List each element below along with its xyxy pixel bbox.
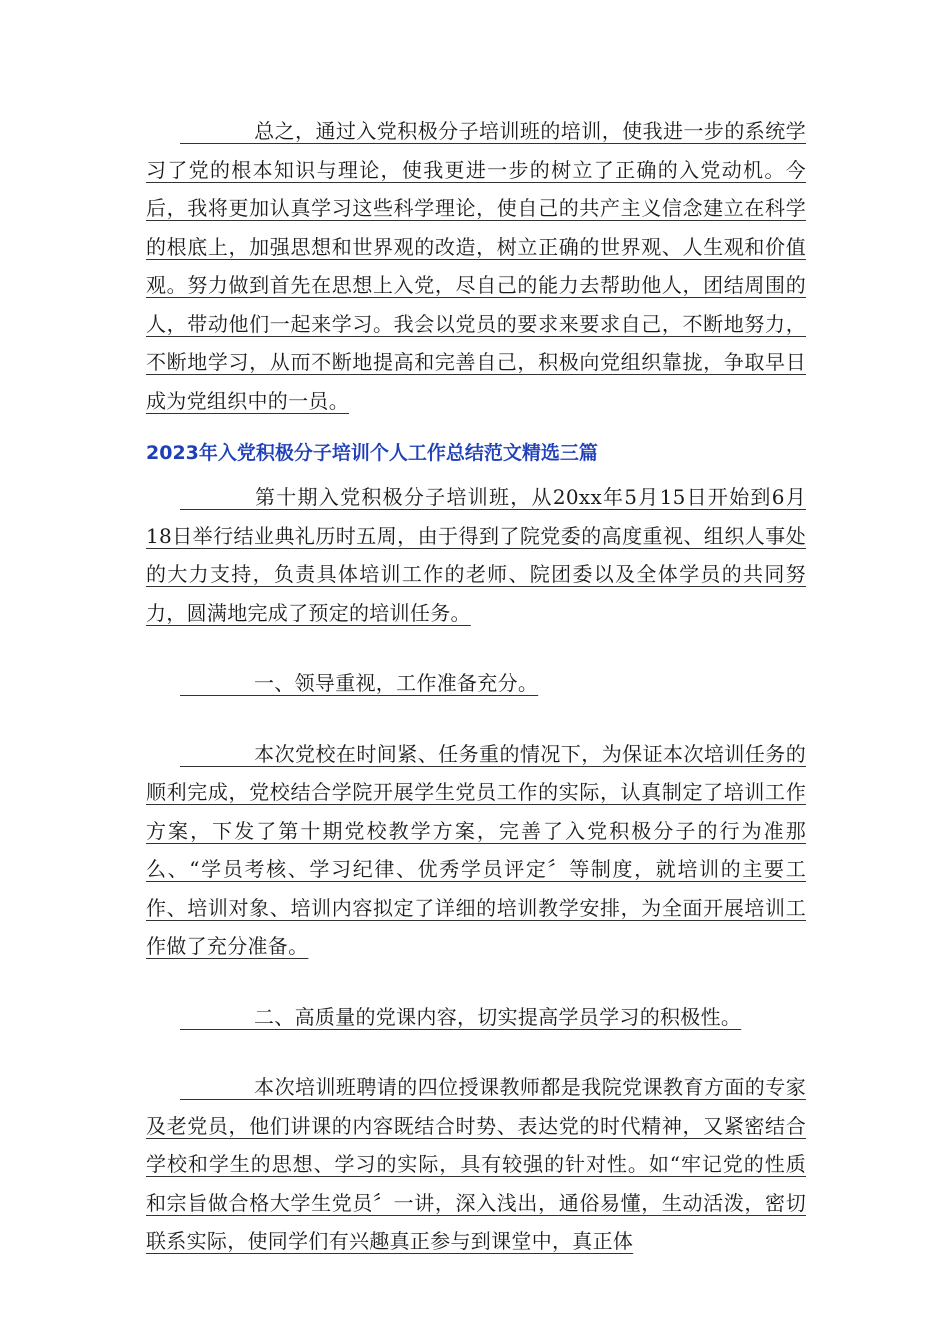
- spacer: [146, 632, 806, 664]
- spacer: [146, 1036, 806, 1068]
- section-heading-2: [146, 998, 806, 1037]
- spacer: [146, 420, 806, 432]
- indent-underline: [180, 1075, 254, 1100]
- indent-underline: [180, 119, 254, 144]
- section-heading-1-text: 一、领导重视，工作准备充分。: [254, 671, 539, 695]
- indent-underline: [180, 742, 254, 767]
- article-heading: 2023年入党积极分子培训个人工作总结范文精选三篇: [146, 442, 598, 464]
- indent-underline: [180, 671, 254, 696]
- document-page: [146, 112, 806, 1261]
- spacer: [146, 703, 806, 735]
- indent-underline: [180, 1005, 254, 1030]
- paragraph-intro: [146, 478, 806, 632]
- indent-underline: [180, 485, 254, 510]
- paragraph-conclusion: [146, 112, 806, 420]
- paragraph-section-1: [146, 735, 806, 966]
- spacer: [146, 966, 806, 998]
- paragraph-section-2: [146, 1068, 806, 1261]
- section-heading-1: [146, 664, 806, 703]
- section-heading-2-text: 二、高质量的党课内容，切实提高学员学习的积极性。: [254, 1004, 742, 1029]
- paragraph-section-2-text: 本次培训班聘请的四位授课教师都是我院党课教育方面的专家及老党员，他们讲课的内容既结合时势、表达党的时代精神，又紧密结合学校和学生的思想、学习的实际，具有较强的针对性。如“牢记党的性质和宗旨做合格大学生党员〞一讲，深入浅出，通俗易懂，生动活泼，密切联系实际，使同学们有兴趣真正参与到课堂中，真正体: [146, 1075, 806, 1253]
- paragraph-conclusion-text: 总之，通过入党积极分子培训班的培训，使我进一步的系统学习了党的根本知识与理论，使我更进一步的树立了正确的入党动机。今后，我将更加认真学习这些科学理论，使自己的共产主义信念建立在科学的根底上，加强思想和世界观的改造，树立正确的世界观、人生观和价值观。努力做到首先在思想上入党，尽自己的能力去帮助他人，团结周围的人，带动他们一起来学习。我会以党员的要求来要求自己，不断地努力，不断地学习，从而不断地提高和完善自己，积极向党组织靠拢，争取早日成为党组织中的一员。: [146, 119, 806, 413]
- paragraph-intro-text: 第十期入党积极分子培训班，从20xx年5月15日开始到6月18日举行结业典礼历时五周，由于得到了院党委的高度重视、组织人事处的大力支持，负责具体培训工作的老师、院团委以及全体学员的共同努力，圆满地完成了预定的培训任务。: [146, 485, 806, 625]
- paragraph-section-1-text: 本次党校在时间紧、任务重的情况下，为保证本次培训任务的顺利完成，党校结合学院开展学生党员工作的实际，认真制定了培训工作方案，下发了第十期党校教学方案，完善了入党积极分子的行为准那么、“学员考核、学习纪律、优秀学员评定〞等制度，就培训的主要工作、培训对象、培训内容拟定了详细的培训教学安排，为全面开展培训工作做了充分准备。: [146, 741, 806, 958]
